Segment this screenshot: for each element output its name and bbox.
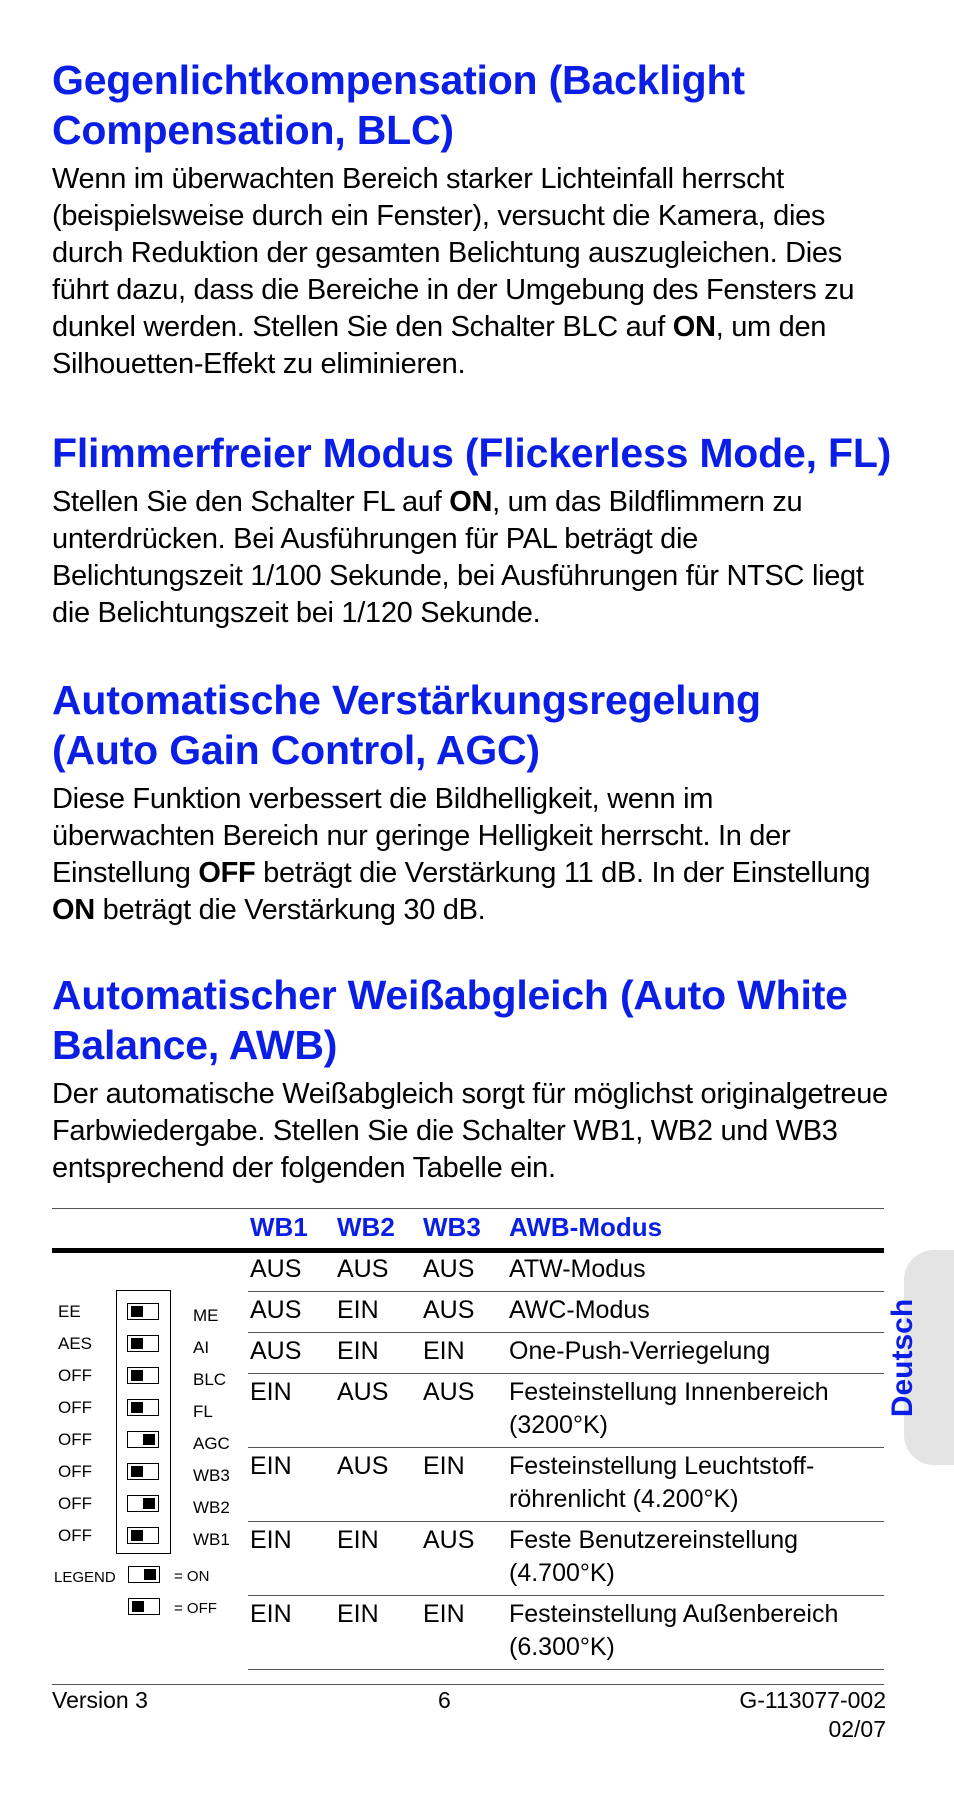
section-agc	[52, 675, 892, 929]
header-awb-mode: AWB-Modus	[509, 1212, 663, 1242]
cell-wb1: EIN	[250, 1378, 292, 1406]
section-heading: Automatische Verstärkungsregelung (Auto Gain Control, AGC)	[52, 677, 761, 773]
cell-wb1: AUS	[250, 1296, 302, 1324]
cell-mode-line2: (3200°K)	[509, 1411, 608, 1439]
cell-mode: ATW-Modus	[509, 1255, 646, 1283]
cell-wb1: EIN	[250, 1600, 292, 1628]
cell-wb3: AUS	[423, 1378, 475, 1406]
dip-right-label: BLC	[193, 1370, 227, 1389]
cell-wb1: EIN	[250, 1526, 292, 1554]
row-rule	[248, 1332, 884, 1333]
dip-right-label: WB2	[193, 1498, 230, 1517]
dip-left-label: OFF	[58, 1398, 92, 1417]
header-wb2: WB2	[337, 1212, 395, 1242]
header-wb3: WB3	[423, 1212, 481, 1242]
dip-left-label: OFF	[58, 1366, 92, 1385]
footer-doc-id: G-113077-002	[739, 1687, 886, 1713]
cell-mode: Festeinstellung Außenbereich	[509, 1600, 839, 1628]
cell-mode: One-Push-Verriegelung	[509, 1337, 771, 1365]
header-wb1: WB1	[250, 1212, 308, 1242]
cell-wb1: EIN	[250, 1452, 292, 1480]
dip-left-label: OFF	[58, 1430, 92, 1449]
cell-mode: Festeinstellung Innenbereich	[509, 1378, 829, 1406]
dip-right-label: WB1	[193, 1530, 230, 1549]
legend-off-text: = OFF	[174, 1600, 217, 1617]
section-heading: Gegenlichtkompensation (Backlight Compensation, BLC)	[52, 57, 745, 153]
row-rule	[248, 1595, 884, 1596]
dip-left-label: OFF	[58, 1526, 92, 1545]
cell-wb1: AUS	[250, 1337, 302, 1365]
cell-wb3: EIN	[423, 1452, 465, 1480]
dip-switch	[127, 1367, 159, 1384]
legend-on-text: = ON	[174, 1568, 210, 1585]
table-top-rule	[52, 1208, 884, 1209]
cell-wb2: AUS	[337, 1452, 389, 1480]
cell-wb3: AUS	[423, 1526, 475, 1554]
cell-wb2: EIN	[337, 1600, 379, 1628]
dip-left-label: AES	[58, 1334, 93, 1353]
cell-wb3: AUS	[423, 1296, 475, 1324]
section-body: Stellen Sie den Schalter FL auf ON, um das Bildflimmern zu unterdrücken. Bei Ausführungen für PAL beträgt die Belichtungszeit 1/100 Sekunde, bei Ausführungen für NTSC liegt die Belichtungszeit bei 1/120 Sekunde.	[52, 486, 864, 629]
cell-wb2: EIN	[337, 1296, 379, 1324]
section-awb	[52, 970, 892, 1187]
dip-switch	[127, 1527, 159, 1544]
row-rule	[248, 1521, 884, 1522]
cell-wb2: AUS	[337, 1255, 389, 1283]
row-rule	[248, 1291, 884, 1292]
dip-switch	[127, 1463, 159, 1480]
section-fl	[52, 428, 892, 632]
dip-switch	[127, 1335, 159, 1352]
dip-switch-bank	[116, 1290, 171, 1554]
dip-left-label: OFF	[58, 1462, 92, 1481]
cell-wb1: AUS	[250, 1255, 302, 1283]
footer-rule	[52, 1684, 884, 1685]
section-body: Der automatische Weißabgleich sorgt für möglichst originalgetreue Farbwiedergabe. Stellen Sie die Schalter WB1, WB2 und WB3 entsprechend der folgenden Tabelle ein.	[52, 1078, 888, 1184]
row-rule	[248, 1669, 884, 1670]
cell-wb2: EIN	[337, 1337, 379, 1365]
cell-mode-line2: (6.300°K)	[509, 1633, 615, 1661]
section-body: Diese Funktion verbessert die Bildhelligkeit, wenn im überwachten Bereich nur geringe Helligkeit herrscht. In der Einstellung OFF beträgt die Verstärkung 11 dB. In der Einstellung ON beträgt die Verstärkung 30 dB.	[52, 783, 871, 926]
section-blc	[52, 55, 892, 383]
footer-version: Version 3	[52, 1687, 148, 1713]
legend-switch-off	[128, 1598, 160, 1615]
page-number: 6	[438, 1687, 451, 1713]
dip-switch	[127, 1495, 159, 1512]
cell-wb2: AUS	[337, 1378, 389, 1406]
cell-wb2: EIN	[337, 1526, 379, 1554]
cell-wb3: EIN	[423, 1337, 465, 1365]
legend-switch-on	[128, 1566, 160, 1583]
cell-mode: Festeinstellung Leuchtstoff-	[509, 1452, 815, 1480]
row-rule	[248, 1373, 884, 1374]
cell-mode: Feste Benutzereinstellung	[509, 1526, 799, 1554]
cell-mode-line2: (4.700°K)	[509, 1559, 615, 1587]
dip-left-label: OFF	[58, 1494, 92, 1513]
dip-right-label: ME	[193, 1306, 219, 1325]
dip-right-label: FL	[193, 1402, 213, 1421]
cell-mode: AWC-Modus	[509, 1296, 650, 1324]
dip-right-label: AI	[193, 1338, 210, 1357]
cell-wb3: EIN	[423, 1600, 465, 1628]
dip-right-label: WB3	[193, 1466, 230, 1485]
cell-mode-line2: röhrenlicht (4.200°K)	[509, 1485, 739, 1513]
legend-label: LEGEND	[54, 1569, 116, 1586]
footer-date: 02/07	[828, 1716, 886, 1742]
dip-switch	[127, 1303, 159, 1320]
section-body: Wenn im überwachten Bereich starker Lichteinfall herrscht (beispielsweise durch ein Fenster), versucht die Kamera, dies durch Reduktion der gesamten Belichtung auszugleichen. Dies führt dazu, dass die Bereiche in der Umgebung des Fensters zu dunkel werden. Stellen Sie den Schalter BLC auf ON, um den Silhouetten-Effekt zu eliminieren.	[52, 163, 855, 380]
dip-right-label: AGC	[193, 1434, 230, 1453]
cell-wb3: AUS	[423, 1255, 475, 1283]
row-rule	[248, 1447, 884, 1448]
dip-switch	[127, 1399, 159, 1416]
dip-switch	[127, 1431, 159, 1448]
section-heading: Flimmerfreier Modus (Flickerless Mode, FL)	[52, 430, 892, 476]
section-heading: Automatischer Weißabgleich (Auto White Balance, AWB)	[52, 972, 848, 1068]
dip-left-label: EE	[58, 1302, 81, 1321]
